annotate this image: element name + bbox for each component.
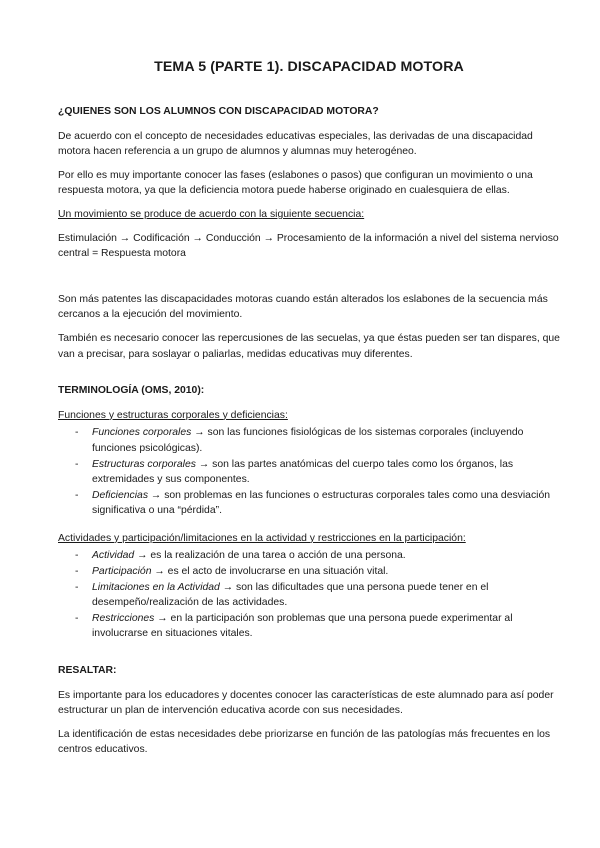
list-text: son problemas en las funciones o estructuras corporales tales como una desviación significativa o una “pérdida”.	[92, 489, 551, 517]
arrow-glyph: →	[198, 458, 210, 470]
list-funciones	[58, 425, 560, 519]
subheading-actividades: Actividades y participación/limitaciones en la actividad y restricciones en la participación:	[58, 532, 466, 544]
paragraph: Es importante para los educadores y docentes conocer las características de este alumnado para así poder estructurar un plan de intervención educativa acorde con sus necesidades.	[58, 689, 554, 717]
arrow-glyph: →	[157, 612, 168, 624]
list-text: son las partes anatómicas del cuerpo tales como los órganos, las extremidades y sus componentes.	[92, 458, 514, 486]
list-term: Deficiencias	[92, 489, 149, 501]
list-text: en la participación son problemas que una persona puede experimentar al involucrarse en situaciones vitales.	[92, 612, 513, 640]
list-item	[58, 457, 560, 488]
list-text: son las dificultades que una persona puede tener en el desempeño/realización de las actividades.	[92, 581, 489, 609]
list-term: Restricciones	[92, 612, 155, 624]
list-item	[58, 425, 560, 456]
sequence-text: Estimulación → Codificación → Conducción → Procesamiento de la información a nivel del sistema nervioso central = Respuesta motora	[58, 232, 559, 260]
list-item	[58, 488, 560, 519]
paragraph: De acuerdo con el concepto de necesidades educativas especiales, las derivadas de una discapacidad motora hacen referencia a un grupo de alumnos y alumnas muy heterogéneo.	[58, 130, 533, 158]
list-item	[58, 580, 560, 611]
paragraph: Por ello es muy importante conocer las fases (eslabones o pasos) que configuran un movimiento o una respuesta motora, ya que la deficiencia motora puede haberse originado en cualesquiera de ellas.	[58, 169, 533, 197]
list-text: es la realización de una tarea o acción de una persona.	[150, 550, 406, 562]
arrow-glyph: →	[154, 566, 165, 578]
arrow-glyph: →	[137, 550, 148, 562]
arrow-glyph: →	[150, 489, 162, 501]
sequence-title: Un movimiento se produce de acuerdo con la siguiente secuencia:	[58, 208, 365, 220]
subheading-funciones: Funciones y estructuras corporales y deficiencias:	[58, 409, 288, 421]
list-term: Limitaciones en la Actividad	[92, 581, 220, 593]
list-actividades	[58, 548, 560, 642]
paragraph: Son más patentes las discapacidades motoras cuando están alterados los eslabones de la secuencia más cercanos a la ejecución del movimiento.	[58, 293, 548, 321]
list-item	[58, 548, 560, 564]
list-term: Participación	[92, 566, 152, 578]
list-term: Actividad	[92, 550, 135, 562]
paragraph: También es necesario conocer las repercusiones de las secuelas, ya que éstas pueden ser tan dispares, que van a precisar, para soslayar o paliarlas, medidas educativas muy diferentes.	[58, 332, 560, 360]
document-title: TEMA 5 (PARTE 1). DISCAPACIDAD MOTORA	[154, 59, 464, 75]
list-term: Estructuras corporales	[92, 458, 196, 470]
list-term: Funciones corporales	[92, 427, 192, 439]
section-heading-quienes: ¿QUIENES SON LOS ALUMNOS CON DISCAPACIDAD MOTORA?	[58, 106, 379, 117]
list-text: es el acto de involucrarse en una situación vital.	[167, 566, 389, 578]
section-heading-terminologia: TERMINOLOGÍA (OMS, 2010):	[58, 385, 205, 397]
paragraph: La identificación de estas necesidades debe priorizarse en función de las patologías más frecuentes en los centros educativos.	[58, 728, 551, 756]
list-text: son las funciones fisiológicas de los sistemas corporales (incluyendo funciones psicológicas).	[92, 427, 524, 454]
arrow-glyph: →	[222, 581, 234, 593]
list-item	[58, 611, 560, 642]
section-heading-resaltar: RESALTAR:	[58, 665, 117, 677]
list-item	[58, 564, 560, 580]
arrow-glyph: →	[194, 427, 205, 439]
